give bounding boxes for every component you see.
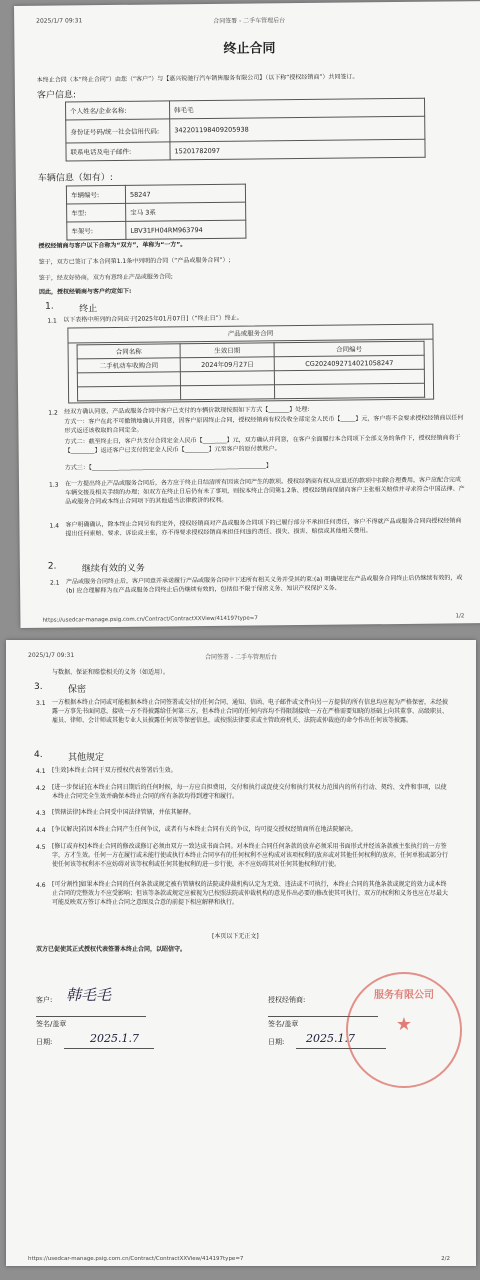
contract-page-1 [14,1,480,628]
print-datetime: 2025/1/7 09:31 [28,652,75,659]
seal-text: 服务有限公司 [374,990,434,1001]
clause-number: 4.4 [36,827,46,834]
clause-1-2-option-2: 方式二：截至终止日，客户共支付合同定金人民币【________】元，双方确认并同意，在客户全面履行本合同项下全部义务的条件下，授权经销商将于【________】返还客户已支付的定金人民币【________】元至客户的原付款账户。 [64,434,461,455]
page-number: 2/2 [441,1256,450,1262]
clause-1-3: 在一方提出终止产品或服务合同后，各方应于终止日结清所有因该合同产生的款项。授权经销商有权从应退还的款项中扣除合理费用，客户应配合完成车辆交接及相关手续的办理；如双方在终止日后仍有未了事项，则按本终止合同第1.2条、授权经销商保留向客户主张相关赔偿并寻求符合中国法律、产品或服务合同或本终止合同项下的其他适当法律救济的权利。 [64,476,465,506]
value-cell: 韩毛毛 [170,98,425,119]
vehicle-info-table [66,184,247,241]
customer-label: 客户: [36,996,53,1004]
clause-number: 4.6 [36,882,46,889]
document-title: 终止合同 [223,41,276,57]
dealer-date-handwritten: 2025.1.7 [306,1032,355,1045]
value-cell: 宝马 3系 [126,202,246,221]
customer-date-label: 日期: [36,1038,53,1046]
customer-info-heading: 客户信息: [36,90,77,101]
clause-number: 4.3 [36,810,46,817]
clause-4-2: [进一步保证]在本终止合同日期后的任何时候，每一方应自担费用，交付和执行或促使交付和执行其权力范围内的所有行动、契约、文件和事项，以使本终止合同完全生效并确保本终止合同的所有条款均得到遵守和履行。 [52,784,447,800]
table-row [67,220,246,240]
continued-text: 与数据、保证和赔偿相关的义务（如适用）。 [52,669,170,676]
clause-number: 4.1 [36,768,46,775]
clause-4-6: [可分割性]如果本终止合同的任何条款或规定被有管辖权的法院或仲裁机构认定为无效、违法或不可执行，本终止合同的其他条款或规定的效力或本终止合同的完整效力不应受影响；但该等条款或规定应被视为已按照法院或仲裁机构的意见作出必要的修改使其可执行，双方的权利和义务也应在尽最大可能反映双方签订本终止合同之意图及合意的前提下相应解释和执行。 [52,881,449,906]
clause-number: 3.1 [36,700,46,707]
dealer-date-label: 日期: [268,1038,285,1046]
section-number: 1. [45,301,54,312]
value-cell: 15201782097 [170,139,425,160]
whereas-clause-1: 鉴于，双方已签订了本合同第1.1条中列明的合同（“产品或服务合同”）; [38,256,231,266]
print-datetime: 2025/1/7 09:31 [36,17,83,25]
effective-date-cell: 2024年09月27日 [180,357,274,372]
section-title-other-provisions: 其他规定 [68,753,105,763]
section-number: 3. [34,682,43,692]
label-cell: 车辆编号: [66,185,125,204]
table-row [66,139,425,161]
date-line [64,1048,154,1049]
clause-4-4: [争议解决]若因本终止合同产生任何争议，或者有与本终止合同有关的争议，均可提交授权经销商所在地法院解决。 [52,826,357,833]
column-header: 生效日期 [180,343,274,358]
section-title-surviving-obligations: 继续有效的义务 [81,563,145,575]
header-title: 合同签署 - 二手车管理后台 [213,17,286,25]
intro-paragraph: 本终止合同（本“终止合同”）由您（“客户”）与【嘉兴锐驰行汽车销售服务有限公司】（以下称“授权经销商”）共同签订。 [36,73,359,84]
clause-number: 4.5 [36,844,46,851]
customer-signature: 韩毛毛 [66,986,112,1004]
clause-4-1: [生效]本终止合同于双方授权代表签署后生效。 [52,767,177,774]
label-cell: 车型: [67,203,126,222]
vehicle-info-heading: 车辆信息（如有）: [37,172,113,184]
table-row [77,383,424,401]
page-number: 1/2 [455,613,465,620]
table-title: 产品或服务合同 [68,325,432,344]
footer-url: https://usedcar-manage.psig.com.cn/Contract/ContractXXView/414197type=7 [28,1256,244,1262]
signature-line [36,1016,146,1017]
label-cell: 个人姓名/企业名称: [66,101,170,120]
value-cell: 58247 [125,184,245,203]
clause-1-1: 以下表格中所列的合同应于[2025年01月07日]（“终止日”）终止。 [63,314,243,324]
section-number: 4. [34,750,43,760]
dealer-sign-label: 签名/盖章 [268,1020,299,1028]
table-row [66,184,245,204]
value-cell: LBV31FH04RM963794 [126,220,246,239]
contract-page-2 [6,640,476,1266]
label-cell: 车架号: [67,221,126,240]
section-number: 2. [47,561,57,572]
contract-table-frame [67,324,434,404]
clause-2-1: 产品或服务合同终止后，客户同意并承诺履行产品或服务合同中下述所有相关义务并受其约束:(a) 明确规定在产品或服务合同终止后仍继续有效的，或 (b) 应合理解释为在产品或服务合同终止后仍继续有效的，包括但不限于保密义务、知识产权保护义务、 [65,574,463,595]
section-title-termination: 终止 [79,304,98,315]
company-seal-stamp [346,972,462,1088]
column-header: 合同编号 [274,341,424,357]
clause-number: 1.2 [48,409,58,417]
contract-number-cell: CG2024092714021058247 [274,355,424,371]
witness-clause: 双方已促使其正式授权代表签署本终止合同，以昭信守。 [36,946,187,953]
clause-1-2-option-3: 方式三：【__________________________________________________________】 [64,462,272,472]
clause-1-2-line-1: 经双方确认同意，产品或服务合同中客户已支付的车辆价款现按照如下方式【_______】处理: [64,405,310,416]
clause-number: 1.1 [47,317,57,325]
clause-4-5: [修订或弃权]本终止合同的修改或修订必须由双方一致达成书面合同。对本终止合同任何条款的放弃必须采用书面形式并经该条款被主张执行的一方签字，方才生效。任何一方在履行或未能行使或执行本终止合同享有的任何权利不应构成对该项权利的放弃或对其他任何权利的放弃，任何单独或部分行使任何该等权利亦不应妨碍对该等权利或任何其他权利的进一步行使，亦不应妨碍其对任何其他权利的行使。 [52,843,449,868]
whereas-clause-2: 鉴于，经友好协商，双方有意终止产品或服务合同; [38,273,173,282]
label-cell: 身份证号码/统一社会信用代码: [66,119,170,143]
customer-date-handwritten: 2025.1.7 [90,1032,139,1045]
clause-3-1: 一方根据本终止合同或可能根据本终止合同签署或交付的任何合同、通知、信函、电子邮件或文件向另一方提供的所有信息均应视为严格保密，未经披露一方事先书面同意，接收一方不得披露给任何第三方，但本终止合同的任何内容均不得限制接收一方在严格需要知晓的基础上向其董事、高级职员、雇员、律师、会计师或其他专业人员披露任何该等保密信息，或按照法律要求或主管政府机关、法院或仲裁庭的命令作出任何该等披露。 [52,699,449,724]
contract-table [77,341,426,402]
column-header: 合同名称 [77,344,180,359]
clause-number: 2.1 [50,579,60,587]
clause-number: 4.2 [36,785,46,792]
value-cell: 342201198409205938 [170,116,425,142]
dealer-label: 授权经销商: [268,996,306,1004]
page-footer [20,613,480,624]
parties-definition: 授权经销商与客户以下合称为“双方”，单称为“一方”。 [38,241,187,250]
customer-info-table [65,98,426,162]
therefore-clause: 因此，授权经销商与客户约定如下: [38,287,132,296]
clause-number: 1.3 [48,481,59,489]
clause-1-2-option-1: 方式一：客户在此不可撤销地确认并同意，因客户原因终止合同，授权经销商有权没收全部定金人民币【_____】元，客户将不会要求授权经销商以任何形式返还该收取的合同定金。 [64,414,464,435]
footer-url: https://usedcar-manage.psig.com.cn/Contract/ContractXXView/414197type=7 [42,615,258,624]
label-cell: 联系电话及电子邮件: [66,142,170,161]
contract-name-cell: 二手机动车收购合同 [77,358,180,373]
page-header [14,13,480,25]
clause-4-3: [管辖法律]本终止合同受中国法律管辖，并依其解释。 [52,809,195,816]
blank-page-notice: [本页以下无正文] [212,933,259,940]
table-row [67,202,246,222]
header-title: 合同签署 - 二手车管理后台 [205,654,277,661]
section-title-confidentiality: 保密 [68,685,87,695]
clause-number: 1.4 [49,522,60,530]
clause-1-4: 客户明确确认，除本终止合同另有约定外，授权经销商对产品或服务合同项下的已履行部分不承担任何责任，客户不得就产品或服务合同向授权经销商提出任何索赔、要求、诉讼或主张，亦不得要求授权经销商承担任何违约责任、损失、损害、赔偿或其他相关费用。 [65,517,462,538]
customer-sign-label: 签名/盖章 [36,1020,67,1028]
seal-star-icon: ★ [395,1014,413,1035]
